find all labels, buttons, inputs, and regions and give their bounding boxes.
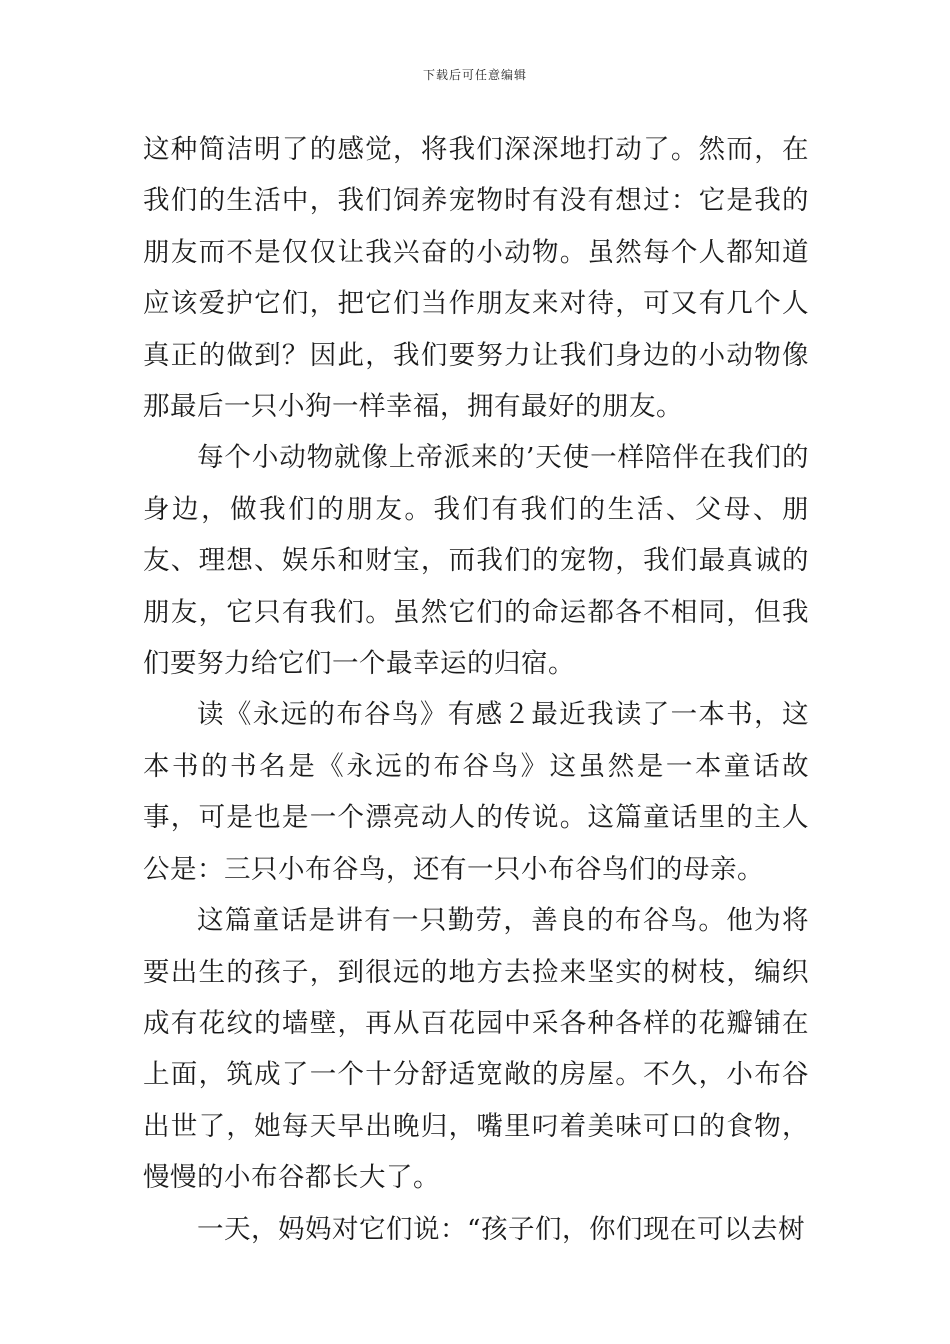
paragraph: 一天，妈妈对它们说：“孩子们，你们现在可以去树 [197, 1213, 806, 1245]
document-body [143, 124, 809, 1255]
paragraph: 每个小动物就像上帝派来的’天使一样陪伴在我们的身边，做我们的朋友。我们有我们的生活、父母、朋友、理想、娱乐和财宝，而我们的宠物，我们最真诚的朋友，它只有我们。虽然它们的命运都各不相同，但我们要努力给它们一个最幸运的归宿。 [143, 442, 809, 680]
page-header: 下载后可任意编辑 [422, 68, 527, 82]
paragraph: 这篇童话是讲有一只勤劳，善良的布谷鸟。他为将要出生的孩子，到很远的地方去捡来坚实的树枝，编织成有花纹的墙壁，再从百花园中采各种各样的花瓣铺在上面，筑成了一个十分舒适宽敞的房屋。不久，小布谷出世了，她每天早出晚归，嘴里叼着美味可口的食物，慢慢的小布谷都长大了。 [143, 905, 809, 1194]
paragraph: 读《永远的布谷鸟》有感２最近我读了一本书，这本书的书名是《永远的布谷鸟》这虽然是一本童话故事，可是也是一个漂亮动人的传说。这篇童话里的主人公是：三只小布谷鸟，还有一只小布谷鸟们的母亲。 [143, 699, 809, 885]
paragraph: 这种简洁明了的感觉，将我们深深地打动了。然而，在我们的生活中，我们饲养宠物时有没有想过：它是我的朋友而不是仅仅让我兴奋的小动物。虽然每个人都知道应该爱护它们，把它们当作朋友来对待，可又有几个人真正的做到？因此，我们要努力让我们身边的小动物像那最后一只小狗一样幸福，拥有最好的朋友。 [143, 134, 809, 423]
